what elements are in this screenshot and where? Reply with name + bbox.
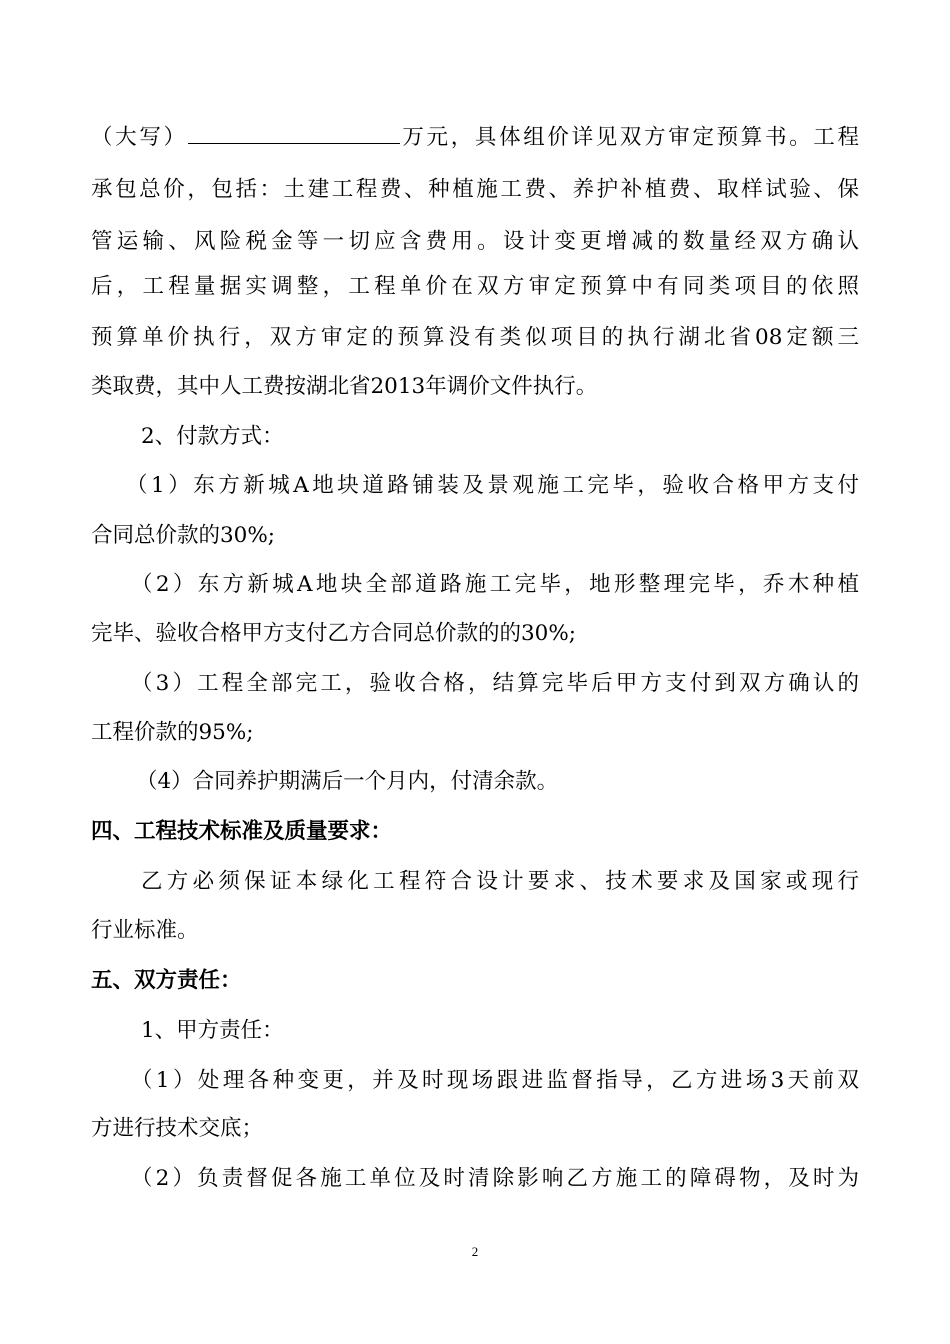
line-1-prefix: （大写）: [91, 125, 188, 150]
section-4-body-line-1: 乙方必须保证本绿化工程符合设计要求、技术要求及国家或现行: [141, 869, 859, 894]
line-1-suffix: 万元，具体组价详见双方审定预算书。工程: [399, 125, 859, 150]
party-a-item-1-line-1: （1）处理各种变更，并及时现场跟进监督指导，乙方进场3天前双: [131, 1068, 859, 1093]
text-line-2: 承包总价，包括：土建工程费、种植施工费、养护补植费、取样试验、保: [91, 177, 859, 202]
payment-item-3-line-1: （3）工程全部完工，验收合格，结算完毕后甲方支付到双方确认的: [131, 671, 859, 696]
payment-item-2-line-2: 完毕、验收合格甲方支付乙方合同总价款的的30%;: [91, 621, 577, 646]
party-a-item-2-line-1: （2）负责督促各施工单位及时清除影响乙方施工的障碍物，及时为: [131, 1166, 859, 1191]
section-4-heading: 四、工程技术标准及质量要求：: [91, 819, 393, 844]
payment-item-3-line-2: 工程价款的95%;: [91, 720, 254, 745]
page-number: 2: [471, 1244, 479, 1259]
payment-item-1-line-2: 合同总价款的30%;: [91, 523, 276, 548]
text-line-3: 管运输、风险税金等一切应含费用。设计变更增减的数量经双方确认: [91, 229, 859, 254]
text-line-1: [91, 121, 859, 153]
text-line-6: 类取费，其中人工费按湖北省2013年调价文件执行。: [91, 374, 598, 399]
payment-method-heading: 2、付款方式：: [141, 424, 284, 449]
text-line-5: 预算单价执行，双方审定的预算没有类似项目的执行湖北省08定额三: [91, 325, 859, 350]
party-a-item-1-line-2: 方进行技术交底；: [91, 1116, 264, 1141]
amount-blank: [188, 121, 400, 144]
payment-item-4: （4）合同养护期满后一个月内，付清余款。: [136, 769, 559, 794]
party-a-duty-heading: 1、甲方责任：: [141, 1018, 284, 1043]
payment-item-1-line-1: （1）东方新城A地块道路铺装及景观施工完毕，验收合格甲方支付: [126, 473, 859, 498]
text-line-4: 后，工程量据实调整，工程单价在双方审定预算中有同类项目的依照: [91, 274, 859, 299]
payment-item-2-line-1: （2）东方新城A地块全部道路施工完毕，地形整理完毕，乔木种植: [131, 572, 859, 597]
section-4-body-line-2: 行业标准。: [91, 918, 199, 943]
section-5-heading: 五、双方责任：: [91, 968, 242, 993]
